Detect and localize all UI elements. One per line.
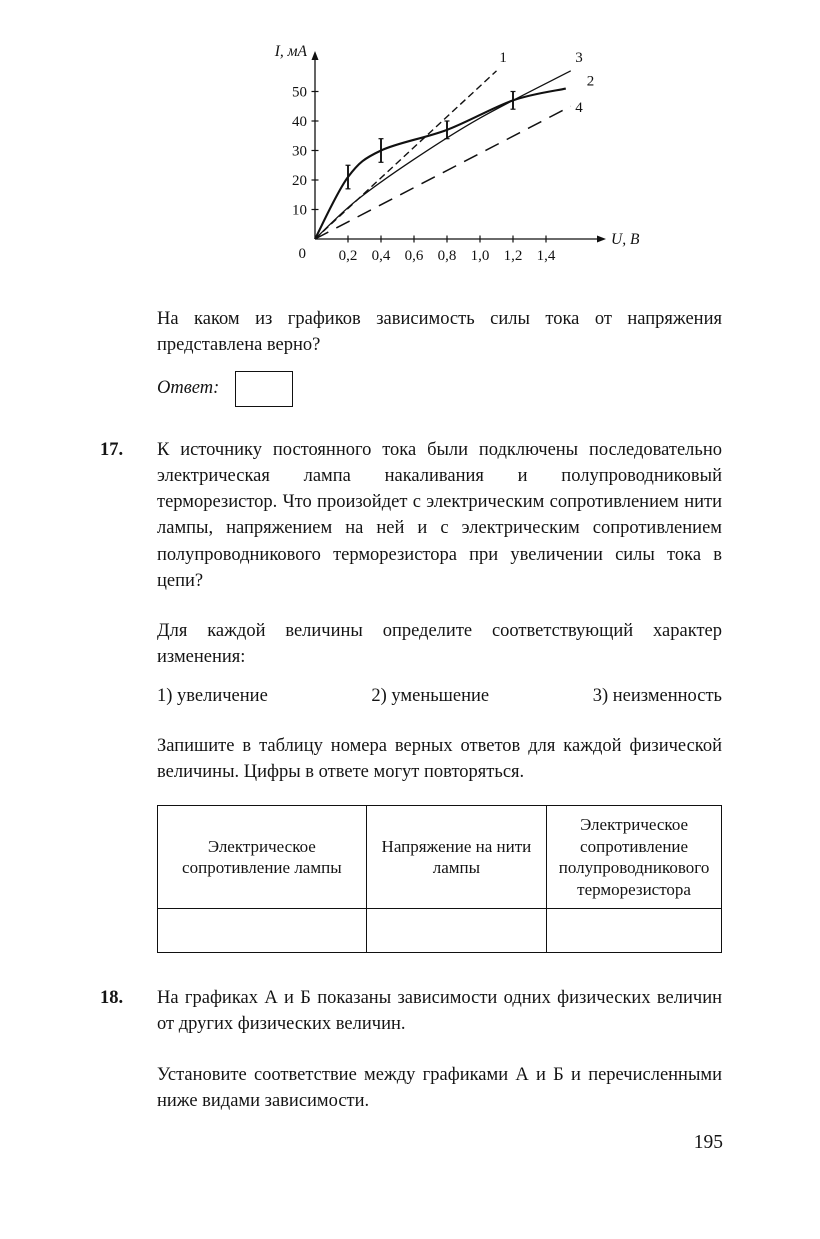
problem-17-text: К источнику постоянного тока были подключены последовательно электрическая лампа накаливания и полупроводниковый терморезистор. Что произойдет с электрическим сопротивлением нити лампы, напряжением на ней и с электрическим сопротивлением полупроводникового терморезистора при увеличении силы тока в цепи?	[157, 439, 722, 591]
svg-text:4: 4	[575, 100, 583, 117]
problem-18-text-1: На графиках А и Б показаны зависимости одних физических величин от других физических величин.	[157, 988, 722, 1035]
page-number: 195	[693, 1132, 723, 1153]
answer-table	[157, 805, 722, 953]
svg-text:I, мА: I, мА	[274, 43, 307, 60]
answer-box[interactable]	[235, 371, 293, 407]
svg-text:0,4: 0,4	[371, 248, 391, 264]
option-increase: 1) увеличение	[157, 685, 268, 706]
answer-cell-1[interactable]	[158, 909, 367, 953]
problem-18-text-2: Установите соответствие между графиками А и Б и перечисленными ниже видами зависимости.	[157, 1064, 722, 1111]
current-voltage-chart	[263, 34, 663, 284]
answer-cell-3[interactable]	[547, 909, 722, 953]
option-unchanged: 3) неизменность	[592, 685, 722, 706]
col-lamp-resistance: Электрическое сопротивление лампы	[158, 806, 367, 909]
svg-text:0,2: 0,2	[338, 248, 358, 264]
answer-cell-2[interactable]	[366, 909, 546, 953]
svg-text:1,4: 1,4	[536, 248, 556, 264]
svg-text:0,6: 0,6	[404, 248, 424, 264]
table-instruction: Запишите в таблицу номера верных ответов для каждой физической величины. Цифры в ответе могут повторяться.	[157, 735, 722, 783]
svg-text:0,8: 0,8	[437, 248, 457, 264]
problem-17	[100, 437, 722, 954]
question-block	[157, 306, 722, 407]
svg-text:U, В: U, В	[611, 231, 640, 248]
problem-18-number: 18.	[100, 988, 124, 1009]
svg-text:10: 10	[292, 202, 307, 219]
svg-text:3: 3	[575, 50, 583, 66]
col-thermistor-resistance: Электрическое сопротивление полупроводникового терморезистора	[547, 806, 722, 909]
option-decrease: 2) уменьшение	[371, 685, 490, 706]
answer-table-header-row	[158, 806, 722, 909]
problem-17-instruction: Для каждой величины определите соответствующий характер изменения:	[157, 621, 722, 668]
svg-text:1: 1	[499, 50, 507, 66]
svg-text:40: 40	[292, 114, 307, 130]
svg-text:1,2: 1,2	[503, 248, 523, 264]
svg-text:30: 30	[292, 143, 307, 160]
svg-text:50: 50	[292, 84, 307, 101]
problem-18-body	[157, 985, 722, 1114]
problem-18	[100, 985, 722, 1114]
svg-text:2: 2	[586, 73, 595, 90]
svg-text:20: 20	[292, 173, 307, 189]
problem-17-number: 17.	[100, 439, 124, 460]
change-options	[157, 683, 722, 709]
answer-row	[157, 371, 722, 407]
question-text: На каком из графиков зависимость силы тока от напряжения представлена верно?	[157, 309, 722, 356]
svg-text:1,0: 1,0	[470, 248, 490, 264]
svg-text:0: 0	[298, 246, 306, 262]
answer-label: Ответ:	[157, 378, 220, 399]
iv-graph	[263, 34, 663, 284]
problem-17-body	[157, 437, 722, 954]
col-lamp-voltage: Напряжение на нити лампы	[366, 806, 546, 909]
answer-table-answer-row	[158, 909, 722, 953]
